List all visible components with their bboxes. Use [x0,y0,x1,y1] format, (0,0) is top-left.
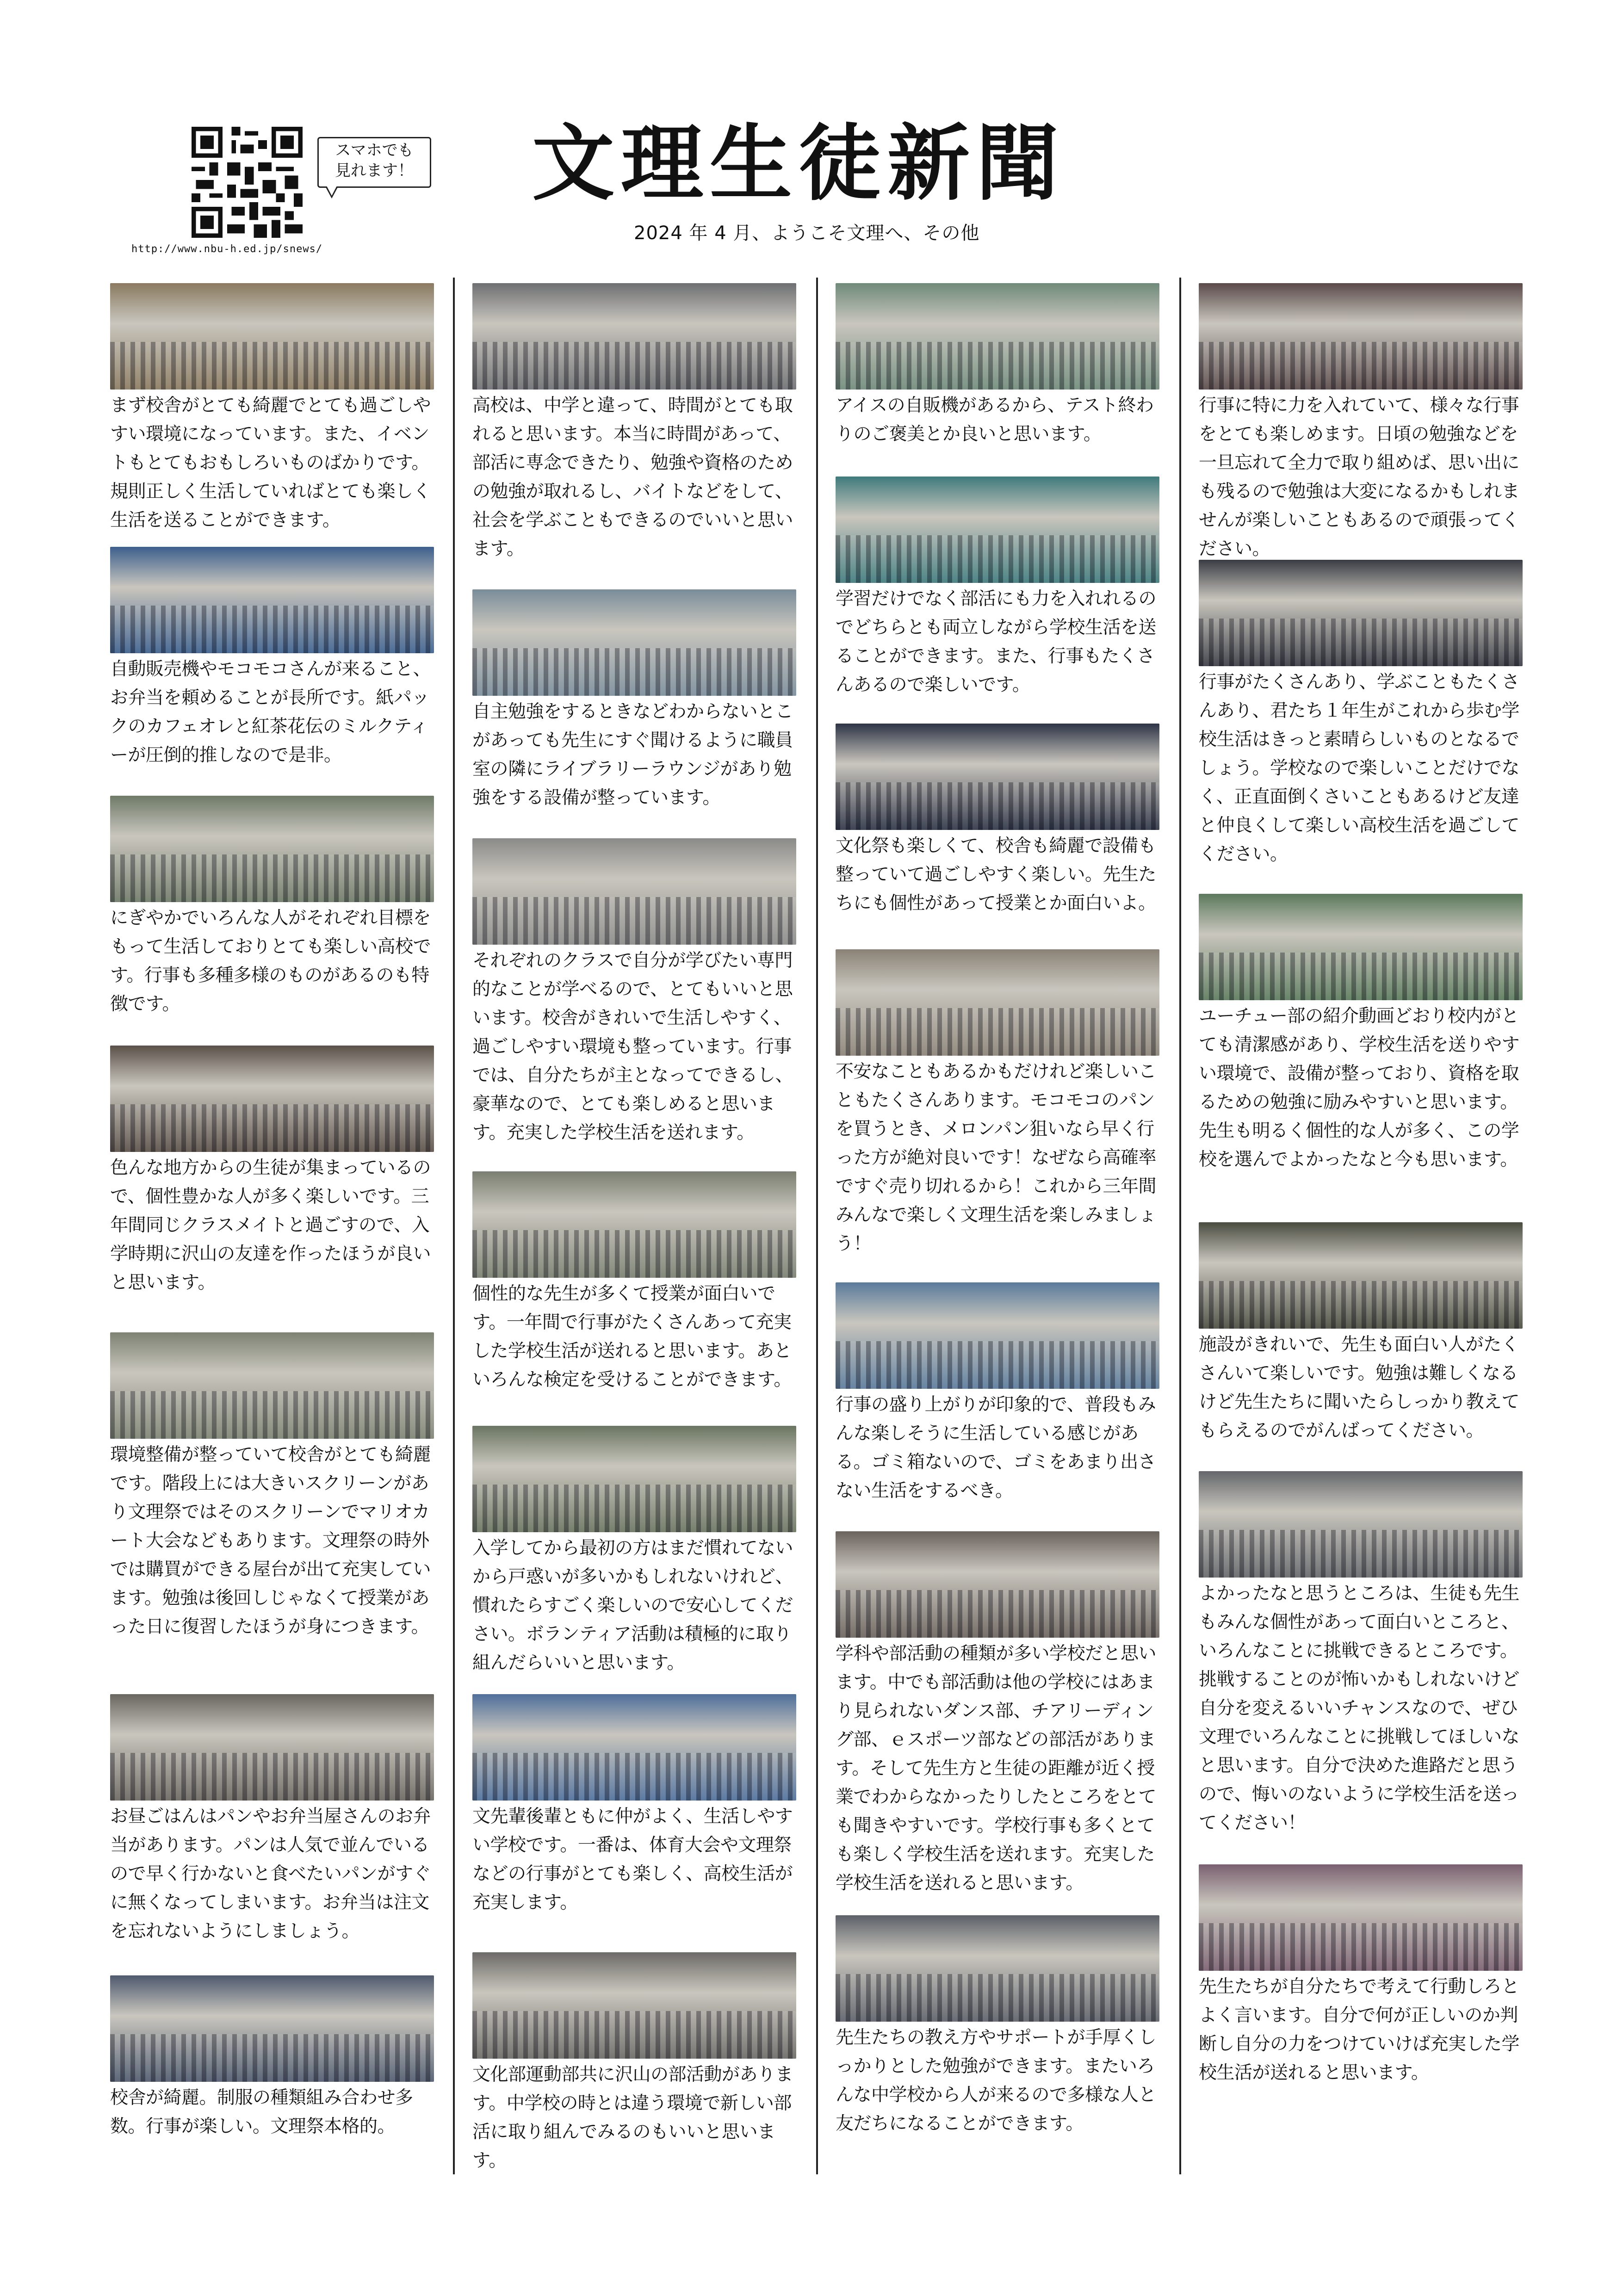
photo-gym-formation [472,1694,796,1801]
photo-hall-presentation [110,1046,434,1152]
photo-shrine-visit [1199,283,1523,390]
photo-suits-group [1199,560,1523,666]
newspaper-title: 文理生徒新聞 [532,115,1065,211]
issue-subtitle: 2024 年 4 月、ようこそ文理へ、その他 [634,223,980,244]
article-caption: 学科や部活動の種類が多い学校だと思います。中でも部活動は他の学校にはあまり見られないダンス部、チアリーディング部、ｅスポーツ部などの部活があります。そして先生方と生徒の距離が近く授業でわからなかったりしたところをとても聞きやすいです。学校行事も多くとても楽しく学校生活を送れます。充実した学校生活を送れると思います。 [836,1643,1157,1894]
article-item [836,477,1159,699]
article-item [110,1975,434,2141]
article-caption: にぎやかでいろんな人がそれぞれ目標をもって生活しておりとても楽しい高校です。行事も多種多様のものがあるのも特徴です。 [110,908,431,1015]
article-item [472,1426,796,1677]
article-item [472,283,796,563]
article-caption: お昼ごはんはパンやお弁当屋さんのお弁当があります。パンは人気で並んでいるので早く行かないと食べたいパンがすぐに無くなってしまいます。お弁当は注文を忘れないようにしましょう。 [110,1806,431,1942]
article-item [1199,1471,1523,1838]
photo-group-uniforms [836,1915,1159,2022]
article-item [1199,560,1523,869]
article-caption: 文先輩後輩ともに仲がよく、生活しやすい学校です。一番は、体育大会や文理祭などの行事がとても楽しく、高校生活が充実します。 [472,1806,793,1913]
article-caption: 学習だけでなく部活にも力を入れれるのでどちらとも両立しながら学校生活を送ることができます。また、行事もたくさんあるので楽しいです。 [836,588,1157,695]
qr-code-icon[interactable] [192,127,303,238]
photo-flower-garden-group [1199,1222,1523,1329]
photo-baseball-team [1199,894,1523,1000]
article-item [836,724,1159,918]
article-caption: 不安なこともあるかもだけれど楽しいこともたくさんあります。モコモコのパンを買うとき、メロンパン狙いなら早く行った方が絶対良いです！なぜなら高確率ですぐ売り切れるから！これから三年間みんなで楽しく文理生活を楽しみましょう！ [836,1061,1157,1254]
photo-gym-students-seated [472,283,796,390]
photo-auditorium-assembly [110,283,434,390]
photo-classroom-lesson [110,796,434,902]
article-item [110,1046,434,1297]
article-caption: 自動販売機やモコモコさんが来ること、お弁当を頼めることが長所です。紙パックのカフェオレと紅茶花伝のミルクティーが圧倒的推しなので是非。 [110,659,431,766]
article-caption: アイスの自販機があるから、テスト終わりのご褒美とか良いと思います。 [836,395,1154,445]
photo-festival-group [110,1975,434,2082]
photo-marathon-run [836,1282,1159,1389]
photo-club-assembly [472,1952,796,2059]
column-divider [1179,278,1181,2174]
article-item [1199,1222,1523,1445]
photo-festival-stage [836,724,1159,830]
site-url[interactable]: http://www.nbu-h.ed.jp/snews/ [131,243,323,255]
photo-gym-lecture [110,1694,434,1801]
article-item [110,283,434,535]
article-caption: 色んな地方からの生徒が集まっているので、個性豊かな人が多く楽しいです。三年間同じクラスメイトと過ごすので、入学時期に沢山の友達を作ったほうが良いと思います。 [110,1157,431,1293]
photo-classroom-teacher [472,1171,796,1278]
article-caption: 環境整備が整っていて校舎がとても綺麗です。階段上には大きいスクリーンがあり文理祭ではそのスクリーンでマリオカート大会などもあります。文理祭の時外では購買ができる屋台が出て充実しています。勉強は後回しじゃなくて授業があった日に復習したほうが身につきます。 [110,1444,431,1637]
article-caption: 先生たちが自分たちで考えて行動しろとよく言います。自分で何が正しいのか判断し自分の力をつけていけば充実した学校生活が送れると思います。 [1199,1976,1520,2083]
photo-gym-group-photo [1199,1864,1523,1971]
article-item [472,838,796,1147]
article-item [836,1915,1159,2138]
article-caption: それぞれのクラスで自分が学びたい専門的なことが学べるので、とてもいいと思います。校舎がきれいで生活しやすく、過ごしやすい環境も整っています。行事では、自分たちが主となってできるし、豪華なので、とても楽しめると思います。充実した学校生活を送れます。 [472,950,793,1143]
article-item [836,949,1159,1258]
photo-classroom-screen [110,1332,434,1439]
article-item [1199,894,1523,1174]
article-item [1199,1864,1523,2087]
article-caption: 行事がたくさんあり、学ぶこともたくさんあり、君たち１年生がこれから歩む学校生活はきっと素晴らしいものとなるでしょう。学校なので楽しいことだけでなく、正直面倒くさいこともあるけど友達と仲良くして楽しい高校生活を過ごしてください。 [1199,672,1520,865]
photo-exam-hall [1199,1471,1523,1578]
column-divider [816,278,818,2174]
speech-bubble: スマホでも 見れます！ [317,137,431,188]
article-caption: 文化祭も楽しくて、校舎も綺麗で設備も整っていて過ごしやすく楽しい。先生たちにも個性があって授業とか面白いよ。 [836,835,1157,914]
photo-cafeteria-study [836,949,1159,1056]
article-caption: ユーチュー部の紹介動画どおり校内がとても清潔感があり、学校生活を送りやすい環境で、設備が整っており、資格を取るための勉強に励みやすいと思います。先生も明るく個性的な人が多く、この学校を選んでよかったなと今も思います。 [1199,1006,1520,1170]
article-caption: 行事に特に力を入れていて、様々な行事をとても楽しめます。日頃の勉強などを一旦忘れて全力で取り組めば、思い出にも残るので勉強は大変になるかもしれませんが楽しいこともあるので頑張ってください。 [1199,395,1520,559]
article-caption: 文化部運動部共に沢山の部活動があります。中学校の時とは違う環境で新しい部活に取り組んでみるのもいいと思います。 [472,2064,793,2171]
article-item [1199,283,1523,563]
article-caption: よかったなと思うところは、生徒も先生もみんな個性があって面白いところと、いろんなことに挑戦できるところです。挑戦することのが怖いかもしれないけど自分を変えるいいチャンスなので、ぜひ文理でいろんなことに挑戦してほしいなと思います。自分で決めた進路だと思うので、悔いのないように学校生活を送ってください！ [1199,1583,1520,1833]
photo-sports-field-crowd [110,547,434,653]
article-caption: 自主勉強をするときなどわからないとこがあっても先生にすぐ聞けるように職員室の隣にライブラリーラウンジがあり勉強をする設備が整っています。 [472,701,793,808]
article-caption: 校舎が綺麗。制服の種類組み合わせ多数。行事が楽しい。文理祭本格的。 [110,2087,413,2137]
article-item [472,1171,796,1394]
article-caption: 施設がきれいで、先生も面白い人がたくさんいて楽しいです。勉強は難しくなるけど先生たちに聞いたらしっかり教えてもらえるのでがんばってください。 [1199,1334,1520,1441]
article-item [110,547,434,770]
article-item [110,1332,434,1641]
article-caption: 個性的な先生が多くて授業が面白いです。一年間で行事がたくさんあって充実した学校生活が送れると思います。あといろんな検定を受けることができます。 [472,1283,792,1390]
article-caption: 高校は、中学と違って、時間がとても取れると思います。本当に時間があって、部活に専念できたり、勉強や資格のための勉強が取れるし、バイトなどをして、社会を学ぶこともできるのでいいと思います。 [472,395,793,559]
article-caption: まず校舎がとても綺麗でとても過ごしやすい環境になっています。また、イベントもとてもおもしろいものばかりです。規則正しく生活していればとても楽しく生活を送ることができます。 [110,395,431,531]
article-item [472,1694,796,1917]
article-item [110,796,434,1019]
article-caption: 入学してから最初の方はまだ慣れてないから戸惑いが多いかもしれないけれど、慣れたらすごく楽しいので安心してください。ボランティア活動は積極的に取り組んだらいいと思います。 [472,1538,793,1673]
photo-armored-vehicle [472,1426,796,1532]
article-item [836,1531,1159,1898]
article-item [836,283,1159,449]
photo-students-peace-sign [472,838,796,945]
photo-cheering-team [836,477,1159,583]
photo-teacher-classroom [836,1531,1159,1638]
article-item [472,1952,796,2175]
column-divider [453,278,455,2174]
article-item [836,1282,1159,1505]
article-caption: 行事の盛り上がりが印象的で、普段もみんな楽しそうに生活している感じがある。ゴミ箱ないので、ゴミをあまり出さない生活をするべき。 [836,1394,1156,1501]
article-item [472,589,796,812]
article-item [110,1694,434,1946]
photo-beach-cleanup [472,589,796,696]
article-caption: 先生たちの教え方やサポートが手厚くしっかりとした勉強ができます。またいろんな中学校から人が来るので多様な人と友だちになることができます。 [836,2027,1157,2134]
photo-sports-day-field [836,283,1159,390]
